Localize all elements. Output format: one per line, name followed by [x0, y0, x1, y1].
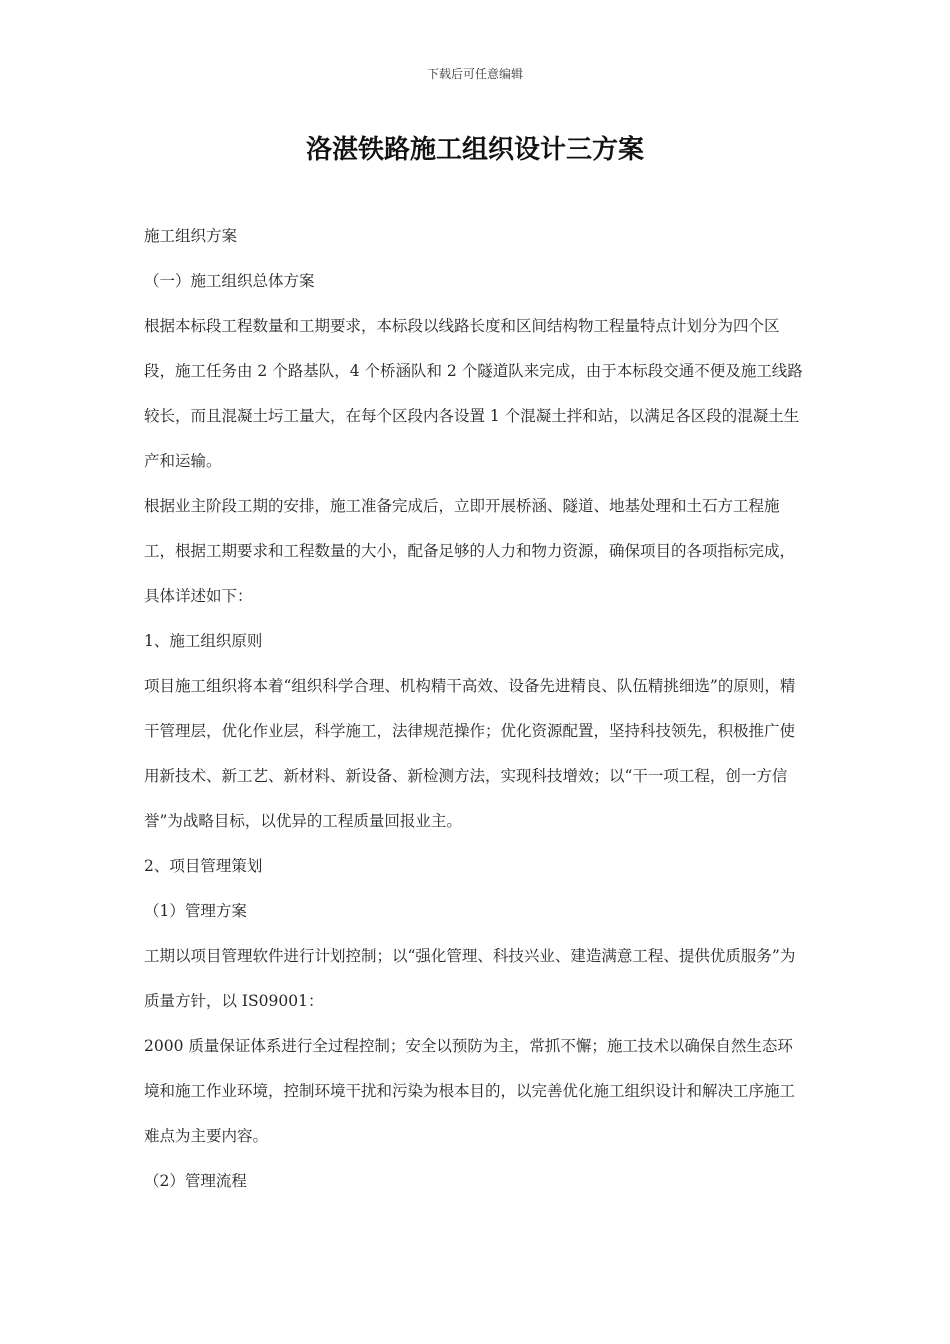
body-paragraph: 项目施工组织将本着“组织科学合理、机构精干高效、设备先进精良、队伍精挑细选”的原则，精干管理层，优化作业层，科学施工，法律规范操作；优化资源配置，坚持科技领先，积极推广使用新技术、新工艺、新材料、新设备、新检测方法，实现科技增效；以“干一项工程，创一方信誉”为战略目标，以优异的工程质量回报业主。 — [144, 677, 796, 830]
document-title: 洛湛铁路施工组织设计三方案 — [305, 135, 644, 165]
subsection-heading: （2）管理流程 — [144, 1172, 247, 1190]
body-paragraph: 根据本标段工程数量和工期要求，本标段以线路长度和区间结构物工程量特点计划分为四个区段，施工任务由 2 个路基队，4 个桥涵队和 2 个隧道队来完成，由于本标段交通不便及施工线路较长，而且混凝土圬工量大，在每个区段内各设置 1 个混凝土拌和站，以满足各区段的混凝土生产和运输。 — [144, 317, 803, 470]
document-body — [144, 214, 808, 1204]
body-paragraph: 2000 质量保证体系进行全过程控制；安全以预防为主，常抓不懈；施工技术以确保自然生态环境和施工作业环境，控制环境干扰和污染为根本目的，以完善优化施工组织设计和解决工序施工难点为主要内容。 — [144, 1037, 796, 1145]
body-paragraph: 工期以项目管理软件进行计划控制；以“强化管理、科技兴业、建造满意工程、提供优质服务”为质量方针，以 IS09001： — [144, 947, 796, 1010]
subsection-heading: （1）管理方案 — [144, 902, 247, 920]
header-note: 下载后可任意编辑 — [426, 67, 523, 81]
section-heading: 施工组织方案 — [144, 227, 238, 245]
numbered-heading: 1、施工组织原则 — [144, 632, 263, 650]
subsection-heading: （一）施工组织总体方案 — [144, 272, 315, 290]
numbered-heading: 2、项目管理策划 — [144, 857, 263, 875]
body-paragraph: 根据业主阶段工期的安排，施工准备完成后，立即开展桥涵、隧道、地基处理和土石方工程施工，根据工期要求和工程数量的大小，配备足够的人力和物力资源，确保项目的各项指标完成，具体详述如下： — [144, 497, 796, 605]
